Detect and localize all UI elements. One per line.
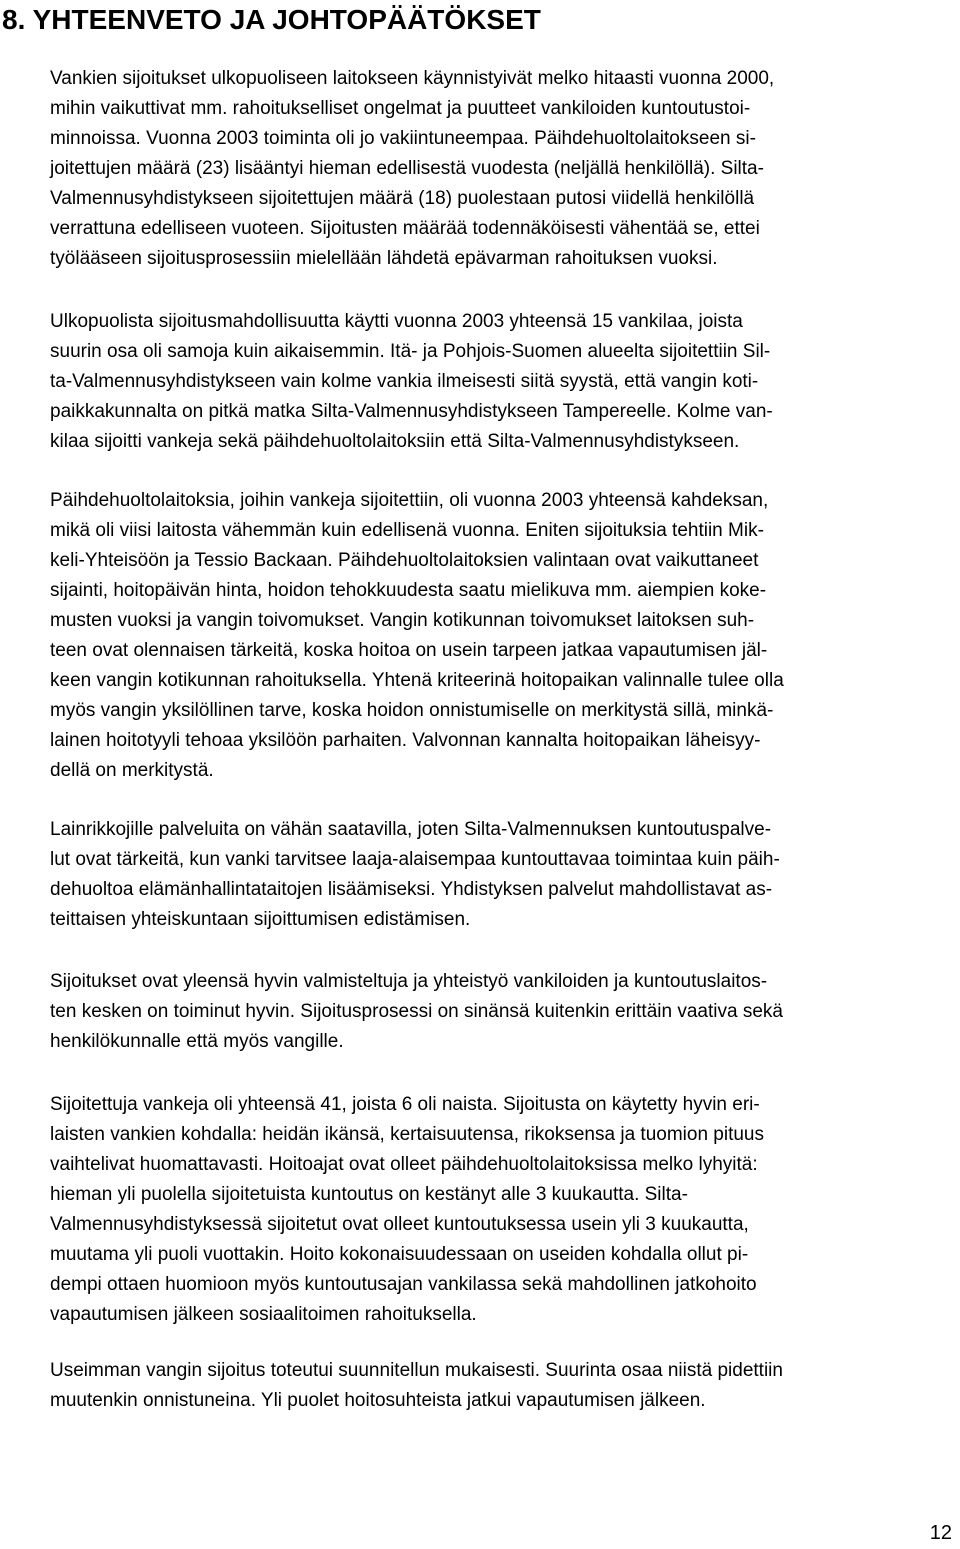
text-line: Sijoitettuja vankeja oli yhteensä 41, joista 6 oli naista. Sijoitusta on käytetty hyvin eri-	[50, 1094, 760, 1115]
text-line: laisten vankien kohdalla: heidän ikänsä, kertaisuutensa, rikoksensa ja tuomion pituus	[50, 1124, 764, 1145]
text-line: Lainrikkojille palveluita on vähän saatavilla, joten Silta-Valmennuksen kuntoutuspalve-	[50, 819, 772, 840]
text-line: dehuoltoa elämänhallintataitojen lisäämiseksi. Yhdistyksen palvelut mahdollistavat as-	[50, 879, 773, 900]
text-line: ten kesken on toiminut hyvin. Sijoitusprosessi on sinänsä kuitenkin erittäin vaativa sekä	[50, 1001, 783, 1022]
text-line: henkilökunnalle että myös vangille.	[50, 1031, 344, 1052]
text-line: vaihtelivat huomattavasti. Hoitoajat ovat olleet päihdehuoltolaitoksissa melko lyhyitä:	[50, 1154, 758, 1175]
text-line: vapautumisen jälkeen sosiaalitoimen rahoituksella.	[50, 1304, 477, 1325]
text-line: keen vangin kotikunnan rahoituksella. Yhtenä kriteerinä hoitopaikan valinnalle tulee olla	[50, 670, 784, 691]
text-line: keli-Yhteisöön ja Tessio Backaan. Päihdehuoltolaitoksien valintaan ovat vaikuttaneet	[50, 550, 759, 571]
section-heading: 8. YHTEENVETO JA JOHTOPÄÄTÖKSET	[2, 4, 541, 35]
text-line: teen ovat olennaisen tärkeitä, koska hoitoa on usein tarpeen jatkaa vapautumisen jäl-	[50, 640, 768, 661]
paragraph-cooperation	[50, 967, 960, 1057]
text-line: teittaisen yhteiskuntaan sijoittumisen edistämisen.	[50, 909, 471, 930]
text-line: työlääseen sijoitusprosessiin mielellään lähdetä epävarman rahoituksen vuoksi.	[50, 248, 718, 269]
text-line: muutama yli puoli vuottakin. Hoito kokonaisuudessaan on useiden kohdalla ollut pi-	[50, 1244, 749, 1265]
text-line: Valmennusyhdistyksessä sijoitetut ovat olleet kuntoutuksessa usein yli 3 kuukautta,	[50, 1214, 749, 1235]
text-line: mikä oli viisi laitosta vähemmän kuin edellisenä vuonna. Eniten sijoituksia tehtiin Mik-	[50, 520, 764, 541]
text-line: hieman yli puolella sijoitetuista kuntoutus on kestänyt alle 3 kuukautta. Silta-	[50, 1184, 688, 1205]
text-line: dempi ottaen huomioon myös kuntoutusajan vankilassa sekä mahdollinen jatkohoito	[50, 1274, 757, 1295]
text-line: joitettujen määrä (23) lisääntyi hieman edellisestä vuodesta (neljällä henkilöllä). Silta-	[50, 158, 764, 179]
text-line: minnoissa. Vuonna 2003 toiminta oli jo vakiintuneempaa. Päihdehuoltolaitokseen si-	[50, 128, 756, 149]
text-line: Päihdehuoltolaitoksia, joihin vankeja sijoitettiin, oli vuonna 2003 yhteensä kahdeksan,	[50, 490, 769, 511]
paragraph-prison-usage	[50, 307, 960, 457]
paragraph-outcome	[50, 1356, 960, 1416]
text-line: lut ovat tärkeitä, kun vanki tarvitsee laaja-alaisempaa kuntouttavaa toimintaa kuin päih-	[50, 849, 780, 870]
paragraph-placed-prisoners	[50, 1090, 960, 1330]
text-line: sijainti, hoitopäivän hinta, hoidon tehokkuudesta saatu mielikuva mm. aiempien koke-	[50, 580, 767, 601]
paragraph-placement-start	[50, 64, 960, 274]
text-line: musten vuoksi ja vangin toivomukset. Vangin kotikunnan toivomukset laitoksen suh-	[50, 610, 755, 631]
text-line: verrattuna edelliseen vuoteen. Sijoitusten määrää todennäköisesti vähentää se, ettei	[50, 218, 760, 239]
text-line: mihin vaikuttivat mm. rahoitukselliset ongelmat ja puutteet vankiloiden kuntoutustoi-	[50, 98, 751, 119]
text-line: Ulkopuolista sijoitusmahdollisuutta käytti vuonna 2003 yhteensä 15 vankilaa, joista	[50, 311, 743, 332]
page-number: 12	[929, 1522, 952, 1544]
paragraph-substance-treatment	[50, 486, 960, 786]
text-line: muutenkin onnistuneina. Yli puolet hoitosuhteista jatkui vapautumisen jälkeen.	[50, 1390, 706, 1411]
paragraph-rehabilitation-services	[50, 815, 960, 935]
text-line: Sijoitukset ovat yleensä hyvin valmisteltuja ja yhteistyö vankiloiden ja kuntoutuslaitos-	[50, 971, 768, 992]
text-line: Vankien sijoitukset ulkopuoliseen laitokseen käynnistyivät melko hitaasti vuonna 2000,	[50, 68, 775, 89]
text-line: paikkakunnalta on pitkä matka Silta-Valmennusyhdistykseen Tampereelle. Kolme van-	[50, 401, 773, 422]
text-line: ta-Valmennusyhdistykseen vain kolme vankia ilmeisesti siitä syystä, että vangin koti-	[50, 371, 759, 392]
text-line: suurin osa oli samoja kuin aikaisemmin. Itä- ja Pohjois-Suomen alueelta sijoitettiin Sil-	[50, 341, 771, 362]
text-line: lainen hoitotyyli tehoaa yksilöön parhaiten. Valvonnan kannalta hoitopaikan läheisyy-	[50, 730, 761, 751]
text-line: Valmennusyhdistykseen sijoitettujen määrä (18) puolestaan putosi viidellä henkilöllä	[50, 188, 755, 209]
text-line: dellä on merkitystä.	[50, 760, 214, 781]
text-line: Useimman vangin sijoitus toteutui suunnitellun mukaisesti. Suurinta osaa niistä pidettiin	[50, 1360, 783, 1381]
text-line: myös vangin yksilöllinen tarve, koska hoidon onnistumiselle on merkitystä sillä, minkä-	[50, 700, 774, 721]
text-line: kilaa sijoitti vankeja sekä päihdehuoltolaitoksiin että Silta-Valmennusyhdistykseen.	[50, 431, 740, 452]
